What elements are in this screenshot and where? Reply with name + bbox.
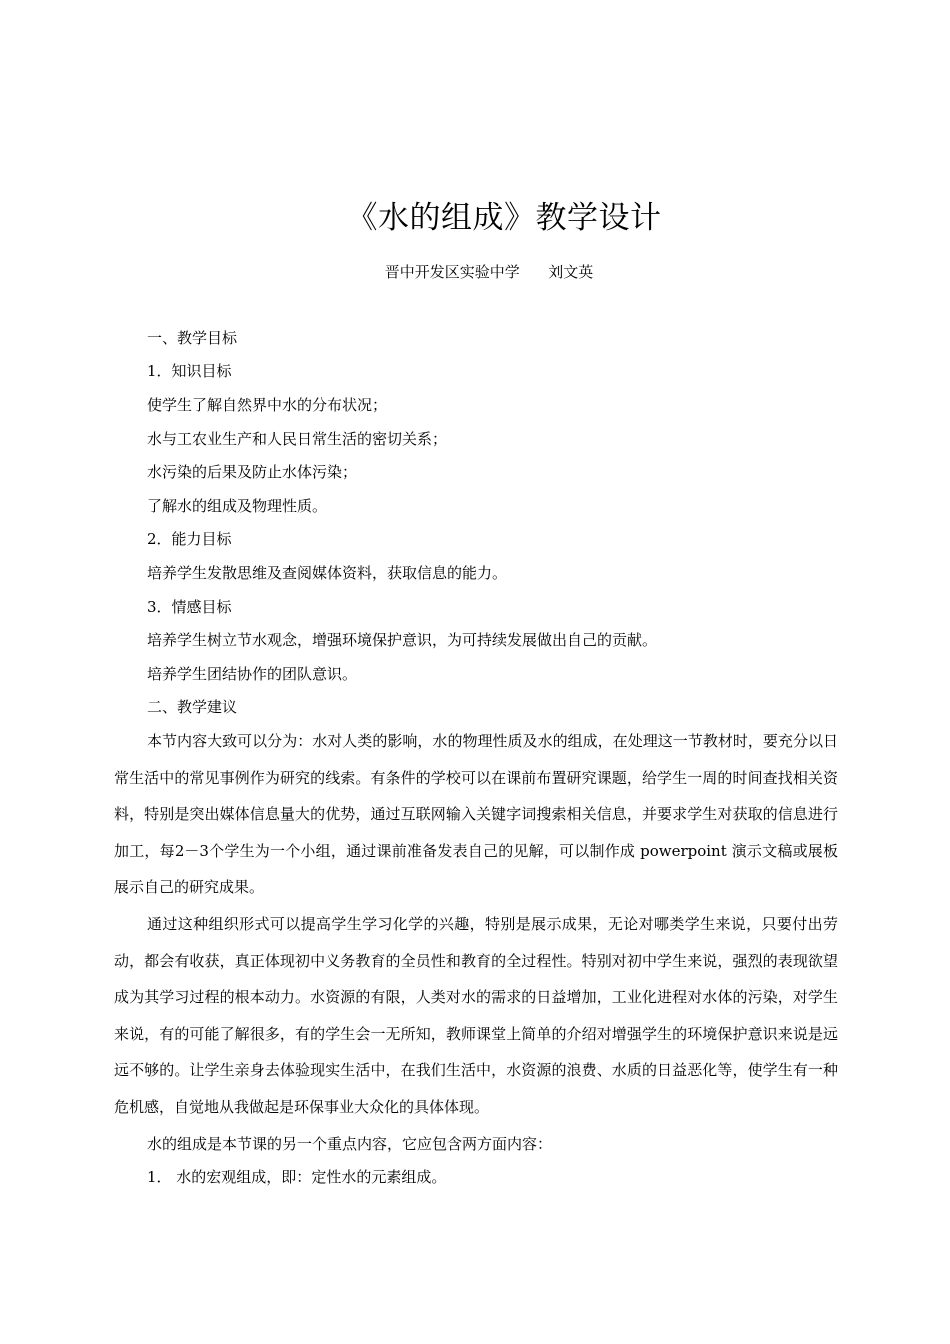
- subheading-ability-goals: 2．能力目标: [147, 530, 232, 548]
- goal-item: 水与工农业生产和人民日常生活的密切关系；: [147, 430, 448, 448]
- goal-item: 水污染的后果及防止水体污染；: [147, 463, 358, 481]
- goal-item: 培养学生发散思维及查阅媒体资料，获取信息的能力。: [147, 564, 508, 582]
- document-title: 《水的组成》教学设计: [346, 200, 662, 236]
- section-heading-teaching-goals: 一、教学目标: [147, 329, 238, 347]
- subheading-emotional-goals: 3．情感目标: [147, 598, 232, 616]
- section-heading-teaching-suggestions: 二、教学建议: [147, 698, 238, 716]
- body-line: 水的组成是本节课的另一个重点内容，它应包含两方面内容：: [147, 1135, 553, 1153]
- goal-item: 培养学生团结协作的团队意识。: [147, 665, 358, 683]
- goal-item: 使学生了解自然界中水的分布状况；: [147, 396, 388, 414]
- author-byline: 晋中开发区实验中学 刘文英: [384, 263, 594, 281]
- goal-item: 培养学生树立节水观念，增强环境保护意识，为可持续发展做出自己的贡献。: [147, 631, 658, 649]
- goal-item: 了解水的组成及物理性质。: [147, 497, 328, 515]
- subheading-knowledge-goals: 1．知识目标: [147, 362, 232, 380]
- list-item: 1． 水的宏观组成，即：定性水的元素组成。: [147, 1168, 447, 1186]
- body-paragraph: 本节内容大致可以分为：水对人类的影响，水的物理性质及水的组成，在处理这一节教材时，要充分以日常生活中的常见事例作为研究的线索。有条件的学校可以在课前布置研究课题，给学生一周的时间查找相关资料，特别是突出媒体信息量大的优势，通过互联网输入关键字词搜索相关信息，并要求学生对获取的信息进行加工，每2－3个学生为一个小组，通过课前准备发表自己的见解，可以制作成 powerpoint 演示文稿或展板展示自己的研究成果。: [114, 732, 838, 897]
- body-paragraph: 通过这种组织形式可以提高学生学习化学的兴趣，特别是展示成果，无论对哪类学生来说，只要付出劳动，都会有收获，真正体现初中义务教育的全员性和教育的全过程性。特别对初中学生来说，强烈的表现欲望成为其学习过程的根本动力。水资源的有限，人类对水的需求的日益增加，工业化进程对水体的污染，对学生来说，有的可能了解很多，有的学生会一无所知，教师课堂上简单的介绍对增强学生的环境保护意识来说是远远不够的。让学生亲身去体验现实生活中，在我们生活中，水资源的浪费、水质的日益恶化等，使学生有一种危机感，自觉地从我做起是环保事业大众化的具体体现。: [114, 915, 838, 1116]
